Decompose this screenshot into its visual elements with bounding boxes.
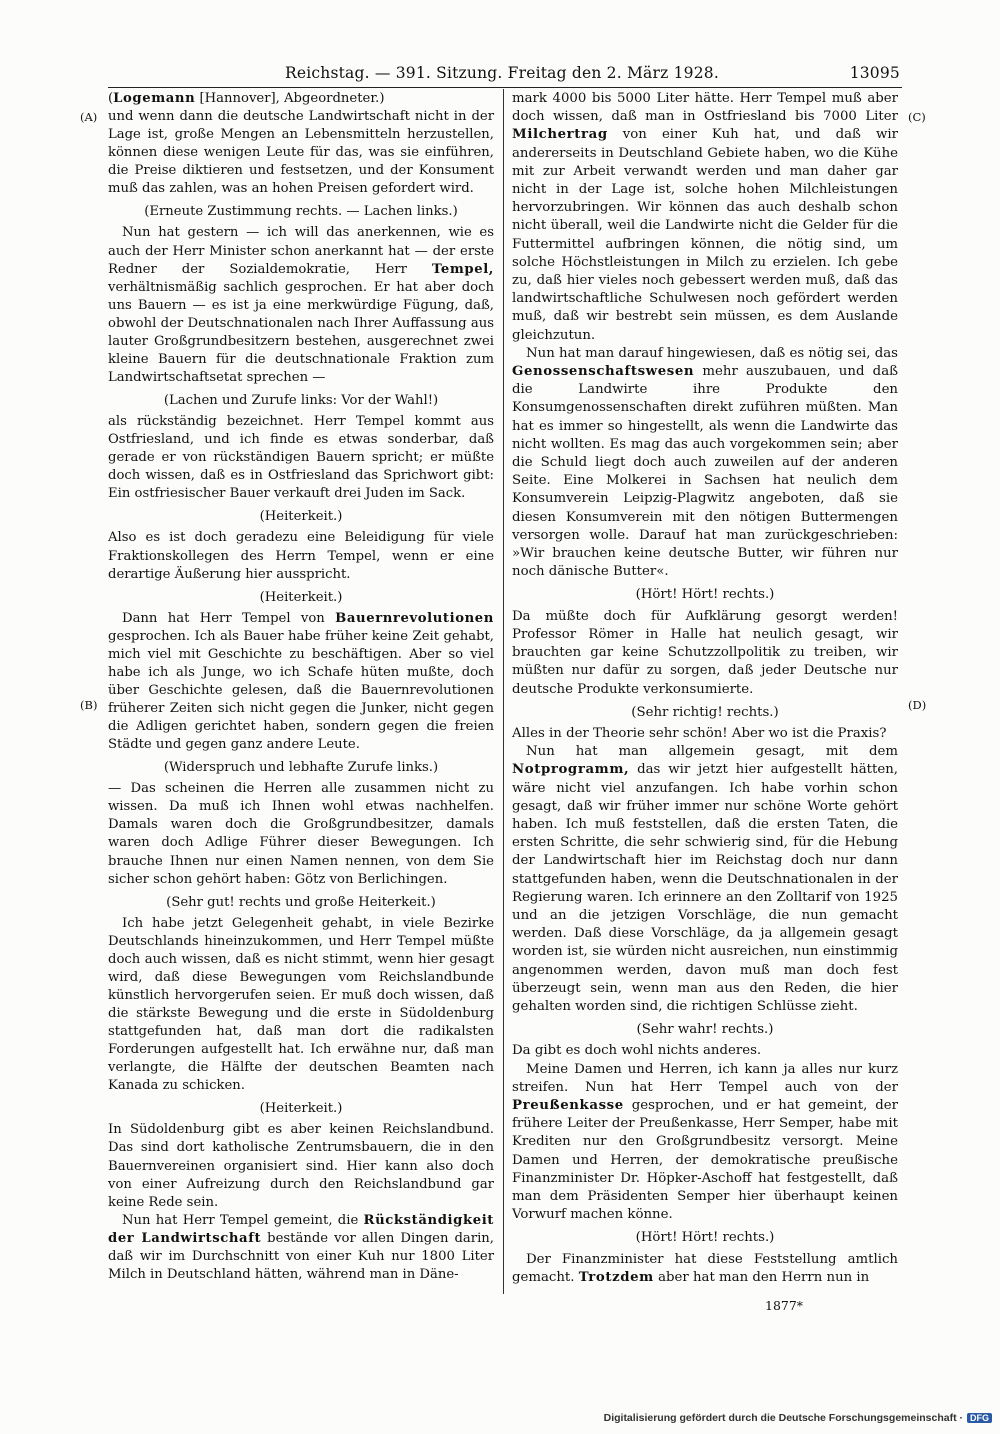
paragraph: Nun hat Herr Tempel gemeint, die Rückständigkeit der Landwirtschaft bestände vor allen Dingen darin, daß wir im Durchschnitt von einer Kuh nur 1800 Liter Milch in Deutschland hätten, während man in Däne- (108, 1212, 494, 1282)
paragraph: Alles in der Theorie sehr schön! Aber wo ist die Praxis? (512, 725, 887, 741)
speaker-name: Logemann (113, 91, 196, 106)
stage-direction: (Hört! Hört! rechts.) (635, 587, 775, 603)
left-column (108, 90, 494, 1284)
stage-direction: (Widerspruch und lebhafte Zurufe links.) (163, 760, 439, 776)
paragraph: als rückständig bezeichnet. Herr Tempel kommt aus Ostfriesland, und ich finde es etwas sonderbar, daß gerade er von rückständigen Bauern spricht; er müßte doch wissen, daß es in Ostfriesland das Sprichwort gibt: Ein ostfriesischer Bauer verkauft drei Juden im Sack. (108, 414, 494, 502)
stage-direction: (Hört! Hört! rechts.) (635, 1230, 775, 1246)
stage-direction: (Sehr wahr! rechts.) (636, 1022, 774, 1038)
stage-direction: (Sehr gut! rechts und große Heiterkeit.) (166, 894, 436, 910)
paragraph: Dann hat Herr Tempel von Bauernrevolutionen gesprochen. Ich als Bauer habe früher keine Zeit gehabt, mich viel mit Geschichte zu beschäftigen. Aber so viel habe ich als Junge, wo ich Schafe hüten mußte, doch über Geschichte gelesen, daß die Bauernrevolutionen früherer Zeiten sich nicht gegen die Junker, nicht gegen die Adligen gerichtet haben, sondern gegen die freien Städte und gegen ganz andere Leute. (108, 610, 494, 753)
paragraph: Ich habe jetzt Gelegenheit gehabt, in viele Bezirke Deutschlands hineinzukommen, und Herr Tempel müßte doch auch wissen, daß es nicht stimmt, wenn hier gesagt wird, daß diese Bewegungen vom Reichslandbunde künstlich hervorgerufen seien. Er muß doch wissen, daß die stärkste Bewegung und die erste in Südoldenburg stattgefunden hat, daß man dort die radikalsten Forderungen aufgestellt hat. Ich erwähne nur, daß man verlangte, die Hälfte der deutschen Beamten nach Kanada zu schicken. (108, 915, 494, 1094)
dfg-credit-text: Digitalisierung gefördert durch die Deutsche Forschungsgemeinschaft · (603, 1412, 963, 1424)
paragraph: und wenn dann die deutsche Landwirtschaft nicht in der Lage ist, große Mengen an Lebensmitteln herzustellen, können diese wenigen Leute für das, was sie einführen, die Preise diktieren und festsetzen, und der Konsument muß das zahlen, was an hohen Preisen gefordert wird. (108, 109, 494, 197)
paragraph: mark 4000 bis 5000 Liter hätte. Herr Tempel muß aber doch wissen, daß man in Ostfriesland bis 7000 Liter Milchertrag von einer Kuh hat, und daß wir andererseits in Deutschland Gebiete haben, wo die Kühe mit zur Arbeit verwandt werden und man daher gar nicht in der Lage ist, solche hohen Milchleistungen hervorzubringen. Wir können das auch deshalb schon nicht überall, weil die Landwirte nicht die Gelder für die Futtermittel aufbringen können, die nötig sind, um solche Höchstleistungen in Milch zu erzielen. Ich gebe zu, daß hier vieles noch gebessert werden muß, daß das landwirtschaftliche Schulwesen noch gefördert werden muß, daß wir bestrebt sein müssen, es dem Auslande gleichzutun. (512, 91, 898, 343)
margin-marker-d: (D) (908, 698, 927, 712)
stage-direction: (Heiterkeit.) (259, 1101, 343, 1117)
running-title: Reichstag. — 391. Sitzung. Freitag den 2. März 1928. (285, 64, 719, 82)
speaker-line: (Logemann [Hannover], Abgeordneter.) (108, 91, 385, 106)
paragraph: Meine Damen und Herren, ich kann ja alles nur kurz streifen. Nun hat Herr Tempel auch von der Preußenkasse gesprochen, und er hat gemeint, der frühere Leiter der Preußenkasse, Herr Semper, habe mit Krediten nur den Großgrundbesitz versorgt. Meine Damen und Herren, der demokratische preußische Finanzminister Dr. Höpker-Aschoff hat festgestellt, daß man dem Präsidenten Semper hier überhaupt keinen Vorwurf machen könne. (512, 1061, 898, 1223)
stage-direction: (Lachen und Zurufe links: Vor der Wahl!) (163, 393, 439, 408)
signature-mark: 1877* (765, 1298, 804, 1313)
dfg-credit (600, 1412, 992, 1428)
column-separator (503, 89, 504, 1294)
paragraph: In Südoldenburg gibt es aber keinen Reichslandbund. Das sind dort katholische Zentrumsbauern, die in den Bauernvereinen organisiert sind. Hier kann also doch von einer Aufreizung durch den Reichslandbund gar keine Rede sein. (108, 1122, 494, 1210)
paragraph: Also es ist doch geradezu eine Beleidigung für viele Fraktionskollegen des Herrn Tempel, wenn er eine derartige Äußerung hier ausspricht. (108, 530, 494, 582)
paragraph: — Das scheinen die Herren alle zusammen nicht zu wissen. Da muß ich Ihnen wohl etwas nachhelfen. Damals waren doch die Großgrundbesitzer, damals waren doch Adlige Führer dieser Bewegungen. Ich brauche Ihnen nur einen Namen nennen, von dem Sie sicher schon gehört haben: Götz von Berlichingen. (108, 781, 494, 887)
header-rule (108, 87, 902, 88)
margin-marker-a: (A) (80, 110, 98, 124)
paragraph: Nun hat man allgemein gesagt, mit dem Notprogramm, das wir jetzt hier aufgestellt hätten, wäre nicht viel anzufangen. Ich habe vorhin schon gesagt, daß wir früher immer nur schöne Worte gehört haben. Ich muß feststellen, daß die ersten Taten, die ersten Schritte, die sehr schwierig sind, für die Hebung der Landwirtschaft hier im Reichstag doch nur dann stattgefunden haben, wenn die Deutschnationalen in der Regierung waren. Ich erinnere an den Zolltarif von 1925 und an die jetzigen Vorschläge, die nun gemacht werden. Daß diese Vorschläge, da ja allgemein gesagt worden ist, sie würden nicht ausreichen, nun einstimmig angenommen werden, davon muß man doch fest überzeugt sein, wenn man aus den Reden, die hier gehalten worden sind, die richtigen Schlüsse zieht. (512, 744, 898, 1014)
stage-direction: (Heiterkeit.) (259, 589, 343, 605)
paragraph: Nun hat man darauf hingewiesen, daß es nötig sei, das Genossenschaftswesen mehr auszubauen, und daß die Landwirte ihre Produkte den Konsumgenossenschaften direkt zuführen müßten. Man hat es immer so hingestellt, als wenn die Landwirte das nicht wollten. Es mag das auch vorgekommen sein; aber die Schuld liegt doch auch zuweilen auf der anderen Seite. Eine Molkerei in Sachsen hat neulich dem Konsumverein Leipzig-Plagwitz angeboten, daß sie diesen Konsumverein mit den nötigen Buttermengen versorgen wolle. Darauf hat man zurückgeschrieben: »Wir brauchen keine deutsche Butter, wir führen nur noch dänische Butter«. (512, 345, 898, 580)
paragraph: Da müßte doch für Aufklärung gesorgt werden! Professor Römer in Halle hat neulich gesagt, wir brauchten gar keine Schutzzollpolitik zu treiben, wir müßten nur dafür zu sorgen, daß jeder Deutsche nur deutsche Produkte verkonsumierte. (512, 608, 898, 697)
paragraph: Da gibt es doch wohl nichts anderes. (512, 1043, 762, 1059)
margin-marker-b: (B) (80, 698, 98, 712)
margin-marker-c: (C) (908, 110, 926, 124)
dfg-logo-icon: DFG (967, 1413, 992, 1423)
stage-direction: (Erneute Zustimmung rechts. — Lachen links.) (144, 204, 458, 220)
right-column (512, 90, 898, 1287)
paragraph: Der Finanzminister hat diese Feststellung amtlich gemacht. Trotzdem aber hat man den Herrn nun in (512, 1251, 898, 1285)
stage-direction: (Heiterkeit.) (259, 509, 343, 525)
paragraph: Nun hat gestern — ich will das anerkennen, wie es auch der Herr Minister schon anerkannt hat — der erste Redner der Sozialdemokratie, Herr Tempel, verhältnismäßig sachlich gesprochen. Er hat aber doch uns Bauern — es ist ja eine merkwürdige Fügung, daß, obwohl der Deutschnationalen nach Ihrer Auffassung aus lauter Großgrundbesitzern bestehen, ausgerechnet zwei kleine Bauern für die deutschnationale Fraktion zum Landwirtschaftsetat sprechen — (108, 225, 494, 385)
page-header (110, 64, 900, 86)
page-number: 13095 (849, 64, 900, 82)
stage-direction: (Sehr richtig! rechts.) (631, 704, 779, 720)
